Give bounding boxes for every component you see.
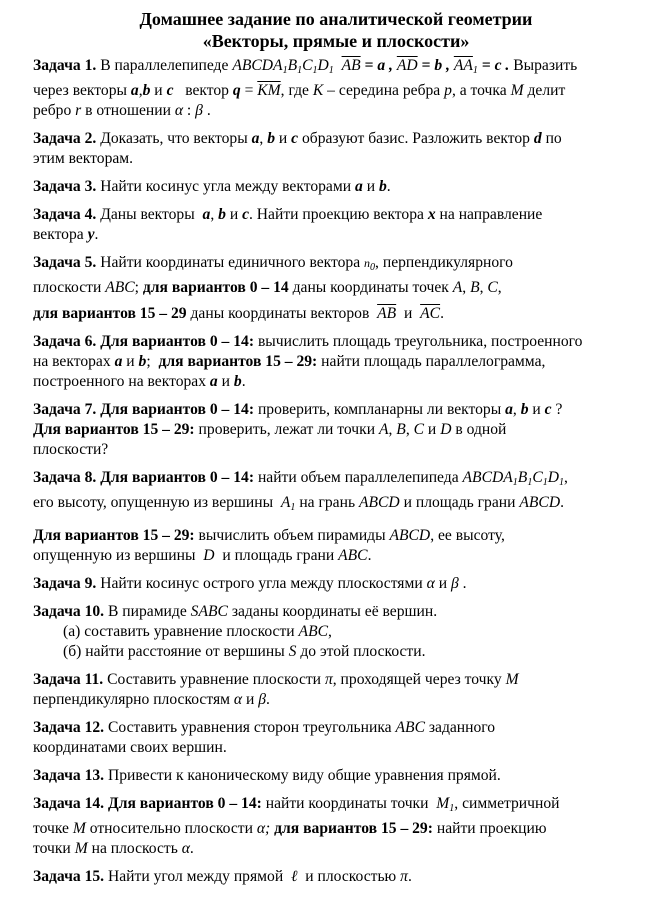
- task-text: В пирамиде: [107, 603, 187, 620]
- task-label: Задача 9.: [33, 575, 97, 592]
- task-2: Задача 2. Доказать, что векторы a, b и c образуют базис. Разложить вектор d по этим векторам.: [33, 129, 639, 169]
- math-shape: $ABCDA_1B_1C_1D_1$: [232, 57, 334, 76]
- vector-c: c: [291, 130, 299, 147]
- math-var: M: [510, 82, 524, 99]
- task-10: Задача 10. В пирамиде SABC заданы координаты её вершин. (а) составить уравнение плоскости ABC, (б) найти расстояние от вершины S до этой плоскости.: [33, 603, 438, 660]
- variant-label: Для вариантов 15 – 29:: [33, 527, 195, 544]
- task-text: найти объем параллелепипеда: [257, 469, 459, 486]
- task-label: Задача 15.: [33, 868, 105, 885]
- task-8: Задача 8. Для вариантов 0 – 14: найти объем параллелепипеда $ABCDA_1B_1C_1D_1$, его высоту, опущенную из вершины $A_1$ на грань ABCD и площадь грани ABCD. Для вариантов 15 – 29: вычислить объем пирамиды ABCD, ее высоту, опущенную из вершины D и площадь грани ABC.: [33, 469, 568, 564]
- task-text: вычислить объем пирамиды: [198, 527, 386, 544]
- task-text: найти координаты точки: [265, 795, 429, 812]
- task-text: , а точка: [451, 82, 507, 99]
- task-label: Задача 2.: [33, 130, 97, 147]
- task-text: перпендикулярно плоскостям: [33, 691, 230, 708]
- task-text: в одной: [455, 421, 507, 438]
- task-text: даны координаты точек: [292, 279, 449, 296]
- variant-label: Для вариантов 0 – 14:: [107, 795, 262, 812]
- task-text: Найти координаты единичного вектора: [100, 254, 361, 271]
- variant-label: для вариантов 0 – 14: [142, 279, 289, 296]
- vector-a: a: [114, 353, 123, 370]
- math-shape: $ABCDA_1B_1C_1D_1$: [462, 469, 564, 488]
- task-1: Задача 1. В параллелепипеде $ABCDA_1B_1C_1D_1$ $\overline{AB} = a$ , $\overline{AD} = b$ , $\overline{AA}_1 = c$ . Выразить через векторы a,b и c вектор $q = \overline{KM}$, где K – середина ребра p, а точка M делит ребро r в отношении α : β .: [33, 57, 578, 119]
- task-text: вектор: [185, 82, 229, 99]
- task-text: на векторах: [33, 353, 111, 370]
- variant-label: Для вариантов 0 – 14:: [100, 469, 255, 486]
- math-eq: = c .: [481, 57, 510, 74]
- task-text: этим векторам.: [33, 150, 134, 167]
- task-text: и площадь грани: [403, 494, 516, 511]
- task-text: вектора: [33, 226, 84, 243]
- task-text: в отношении: [85, 102, 171, 119]
- math-var: β: [195, 102, 203, 119]
- task-label: Задача 3.: [33, 178, 97, 195]
- math-eq: = a ,: [364, 57, 393, 74]
- task-text: плоскости?: [33, 441, 109, 458]
- task-text: Даны векторы: [100, 206, 195, 223]
- task-text: по: [545, 130, 562, 147]
- vector-b: b: [378, 178, 387, 195]
- math-var: $M_1$: [436, 795, 455, 814]
- vector-c: c: [242, 206, 249, 223]
- task-7: Задача 7. Для вариантов 0 – 14: проверить, компланарны ли векторы a, b и c ? Для вариантов 15 – 29: проверить, лежат ли точки A, B, C и D в одной плоскости?: [33, 400, 639, 460]
- task-text: , симметричной: [454, 795, 560, 812]
- task-text: – середина ребра: [327, 82, 441, 99]
- task-text: до этой плоскости.: [300, 643, 426, 660]
- task-text: проверить, компланарны ли векторы: [257, 401, 502, 418]
- task-label: Задача 4.: [33, 206, 97, 223]
- task-text: точке: [33, 820, 69, 837]
- task-text: делит: [527, 82, 566, 99]
- task-text: , перпендикулярного: [375, 254, 513, 271]
- variant-label: Для вариантов 0 – 14:: [100, 401, 255, 418]
- math-var: K: [312, 82, 324, 99]
- task-5: Задача 5. Найти координаты единичного вектора $n_0$, перпендикулярного плоскости ABC; для вариантов 0 – 14 даны координаты точек A, B, C, для вариантов 15 – 29 даны координаты векторов $\overline{AB}$ и $\overline{AC}$.: [33, 254, 513, 322]
- math-var: $A_1$: [280, 494, 296, 513]
- task-13: [33, 766, 639, 786]
- task-text: Выразить: [513, 57, 578, 74]
- vector-ab: $\overline{AB}$: [377, 305, 397, 322]
- title-line-1: Домашнее задание по аналитической геометрии: [139, 9, 533, 29]
- task-6: Задача 6. Для вариантов 0 – 14: вычислить площадь треугольника, построенного на векторах a и b; для вариантов 15 – 29: найти площадь параллелограмма, построенного на векторах a и b.: [33, 333, 583, 390]
- task-label: Задача 7.: [33, 401, 97, 418]
- title-line-2: «Векторы, прямые и плоскости»: [202, 31, 470, 51]
- vector-n0: $n_0$: [364, 256, 376, 273]
- task-label: Задача 6.: [33, 333, 97, 350]
- vector-d: d: [533, 130, 542, 147]
- task-text: относительно плоскости: [89, 820, 253, 837]
- conj: и: [154, 82, 163, 99]
- vector-aa1: $\overline{AA}_1$: [453, 57, 478, 76]
- vector-b: b: [218, 206, 226, 223]
- task-text: даны координаты векторов: [190, 305, 370, 322]
- task-15: Задача 15. Найти угол между прямой ℓ и плоскостью π.: [33, 868, 412, 885]
- vector-c: c: [544, 401, 552, 418]
- vector-y: y: [87, 226, 95, 243]
- task-label: Задача 13.: [33, 767, 105, 784]
- task-text: образуют базис. Разложить вектор: [301, 130, 530, 147]
- task-text: координатами своих вершин.: [33, 739, 227, 756]
- task-text: построенного на векторах: [33, 373, 207, 390]
- task-text: , где: [280, 82, 309, 99]
- vector-b: b: [142, 82, 151, 99]
- task-label: Задача 14.: [33, 795, 105, 812]
- task-text: заданы координаты её вершин.: [231, 603, 438, 620]
- task-text: . Найти проекцию вектора: [249, 206, 424, 223]
- task-text: ребро: [33, 102, 72, 119]
- task-label: Задача 1.: [33, 57, 97, 74]
- task-text: , проходящей через точку: [332, 671, 502, 688]
- task-14: Задача 14. Для вариантов 0 – 14: найти координаты точки $M_1$, симметричной точке M относительно плоскости α; для вариантов 15 – 29: найти проекцию точки M на плоскость α.: [33, 795, 560, 857]
- task-text: и плоскостью: [305, 868, 397, 885]
- task-text: проверить, лежат ли точки: [198, 421, 376, 438]
- vector-km: $\overline{KM}$: [257, 82, 281, 99]
- math-eq: = b ,: [421, 57, 450, 74]
- task-text: Найти косинус угла между векторами: [100, 178, 352, 195]
- task-text: опущенную из вершины: [33, 547, 196, 564]
- task-text: его высоту, опущенную из вершины: [33, 494, 274, 511]
- task-label: Задача 12.: [33, 719, 105, 736]
- task-text: Составить уравнения сторон треугольника: [107, 719, 392, 736]
- task-3: Задача 3. Найти косинус угла между векторами a и b.: [33, 178, 391, 195]
- task-text: и площадь грани: [222, 547, 335, 564]
- task-text: (а) составить уравнение плоскости: [63, 623, 295, 640]
- task-text: Привести к каноническому виду общие уравнения прямой.: [107, 767, 501, 784]
- vector-ad: $\overline{AD}$: [396, 57, 418, 74]
- task-text: В параллелепипеде: [100, 57, 229, 74]
- task-text: Доказать, что векторы: [100, 130, 248, 147]
- vector-a: a: [354, 178, 363, 195]
- vector-x: x: [427, 206, 436, 223]
- task-text: Составить уравнение плоскости: [107, 671, 322, 688]
- task-4: Задача 4. Даны векторы a, b и c. Найти проекцию вектора x на направление вектора y.: [33, 206, 543, 243]
- task-11: Задача 11. Составить уравнение плоскости π, проходящей через точку M перпендикулярно плоскостям α и β.: [33, 671, 519, 708]
- vector-c: c: [166, 82, 174, 99]
- task-12: Задача 12. Составить уравнения сторон треугольника ABC заданного координатами своих вершин.: [33, 718, 639, 758]
- variant-label: Для вариантов 15 – 29:: [33, 421, 195, 438]
- task-text: , ее высоту,: [430, 527, 505, 544]
- task-label: Задача 5.: [33, 254, 97, 271]
- vector-ac: $\overline{AC}$: [420, 305, 441, 322]
- variant-label: для вариантов 15 – 29:: [158, 353, 318, 370]
- task-text: плоскости: [33, 279, 102, 296]
- document-title: [33, 8, 639, 52]
- vector-a: a: [251, 130, 260, 147]
- variant-label: для вариантов 15 – 29: [33, 305, 187, 322]
- vector-a: a: [130, 82, 139, 99]
- vector-b: b: [520, 401, 529, 418]
- math-var: ABC: [105, 279, 135, 296]
- task-text: найти площадь параллелограмма,: [321, 353, 546, 370]
- vector-b: b: [233, 373, 242, 390]
- task-text: найти проекцию: [436, 820, 547, 837]
- variant-label: для вариантов 15 – 29:: [274, 820, 433, 837]
- task-text: на направление: [439, 206, 543, 223]
- vector-a: a: [209, 373, 218, 390]
- vector-b: b: [138, 353, 147, 370]
- math-var: p: [444, 82, 452, 99]
- task-text: Найти угол между прямой: [107, 868, 284, 885]
- variant-label: Для вариантов 0 – 14:: [100, 333, 255, 350]
- vector-ab: $\overline{AB}$: [341, 57, 361, 74]
- task-text: вычислить площадь треугольника, построенного: [257, 333, 583, 350]
- task-label: Задача 8.: [33, 469, 97, 486]
- task-label: Задача 11.: [33, 671, 104, 688]
- math-var: r: [75, 102, 82, 119]
- task-text: (б) найти расстояние от вершины: [63, 643, 285, 660]
- vector-a: a: [505, 401, 513, 418]
- vector-b: b: [267, 130, 275, 147]
- task-text: на плоскость: [91, 840, 178, 857]
- task-text: точки: [33, 840, 71, 857]
- vector-q: q: [232, 82, 241, 99]
- task-text: через векторы: [33, 82, 127, 99]
- vector-a: a: [202, 206, 211, 223]
- math-var: α: [174, 102, 184, 119]
- task-9: Задача 9. Найти косинус острого угла между плоскостями α и β .: [33, 575, 467, 592]
- task-text: Найти косинус острого угла между плоскостями: [100, 575, 423, 592]
- task-text: на грань: [299, 494, 356, 511]
- task-text: заданного: [428, 719, 496, 736]
- task-label: Задача 10.: [33, 603, 105, 620]
